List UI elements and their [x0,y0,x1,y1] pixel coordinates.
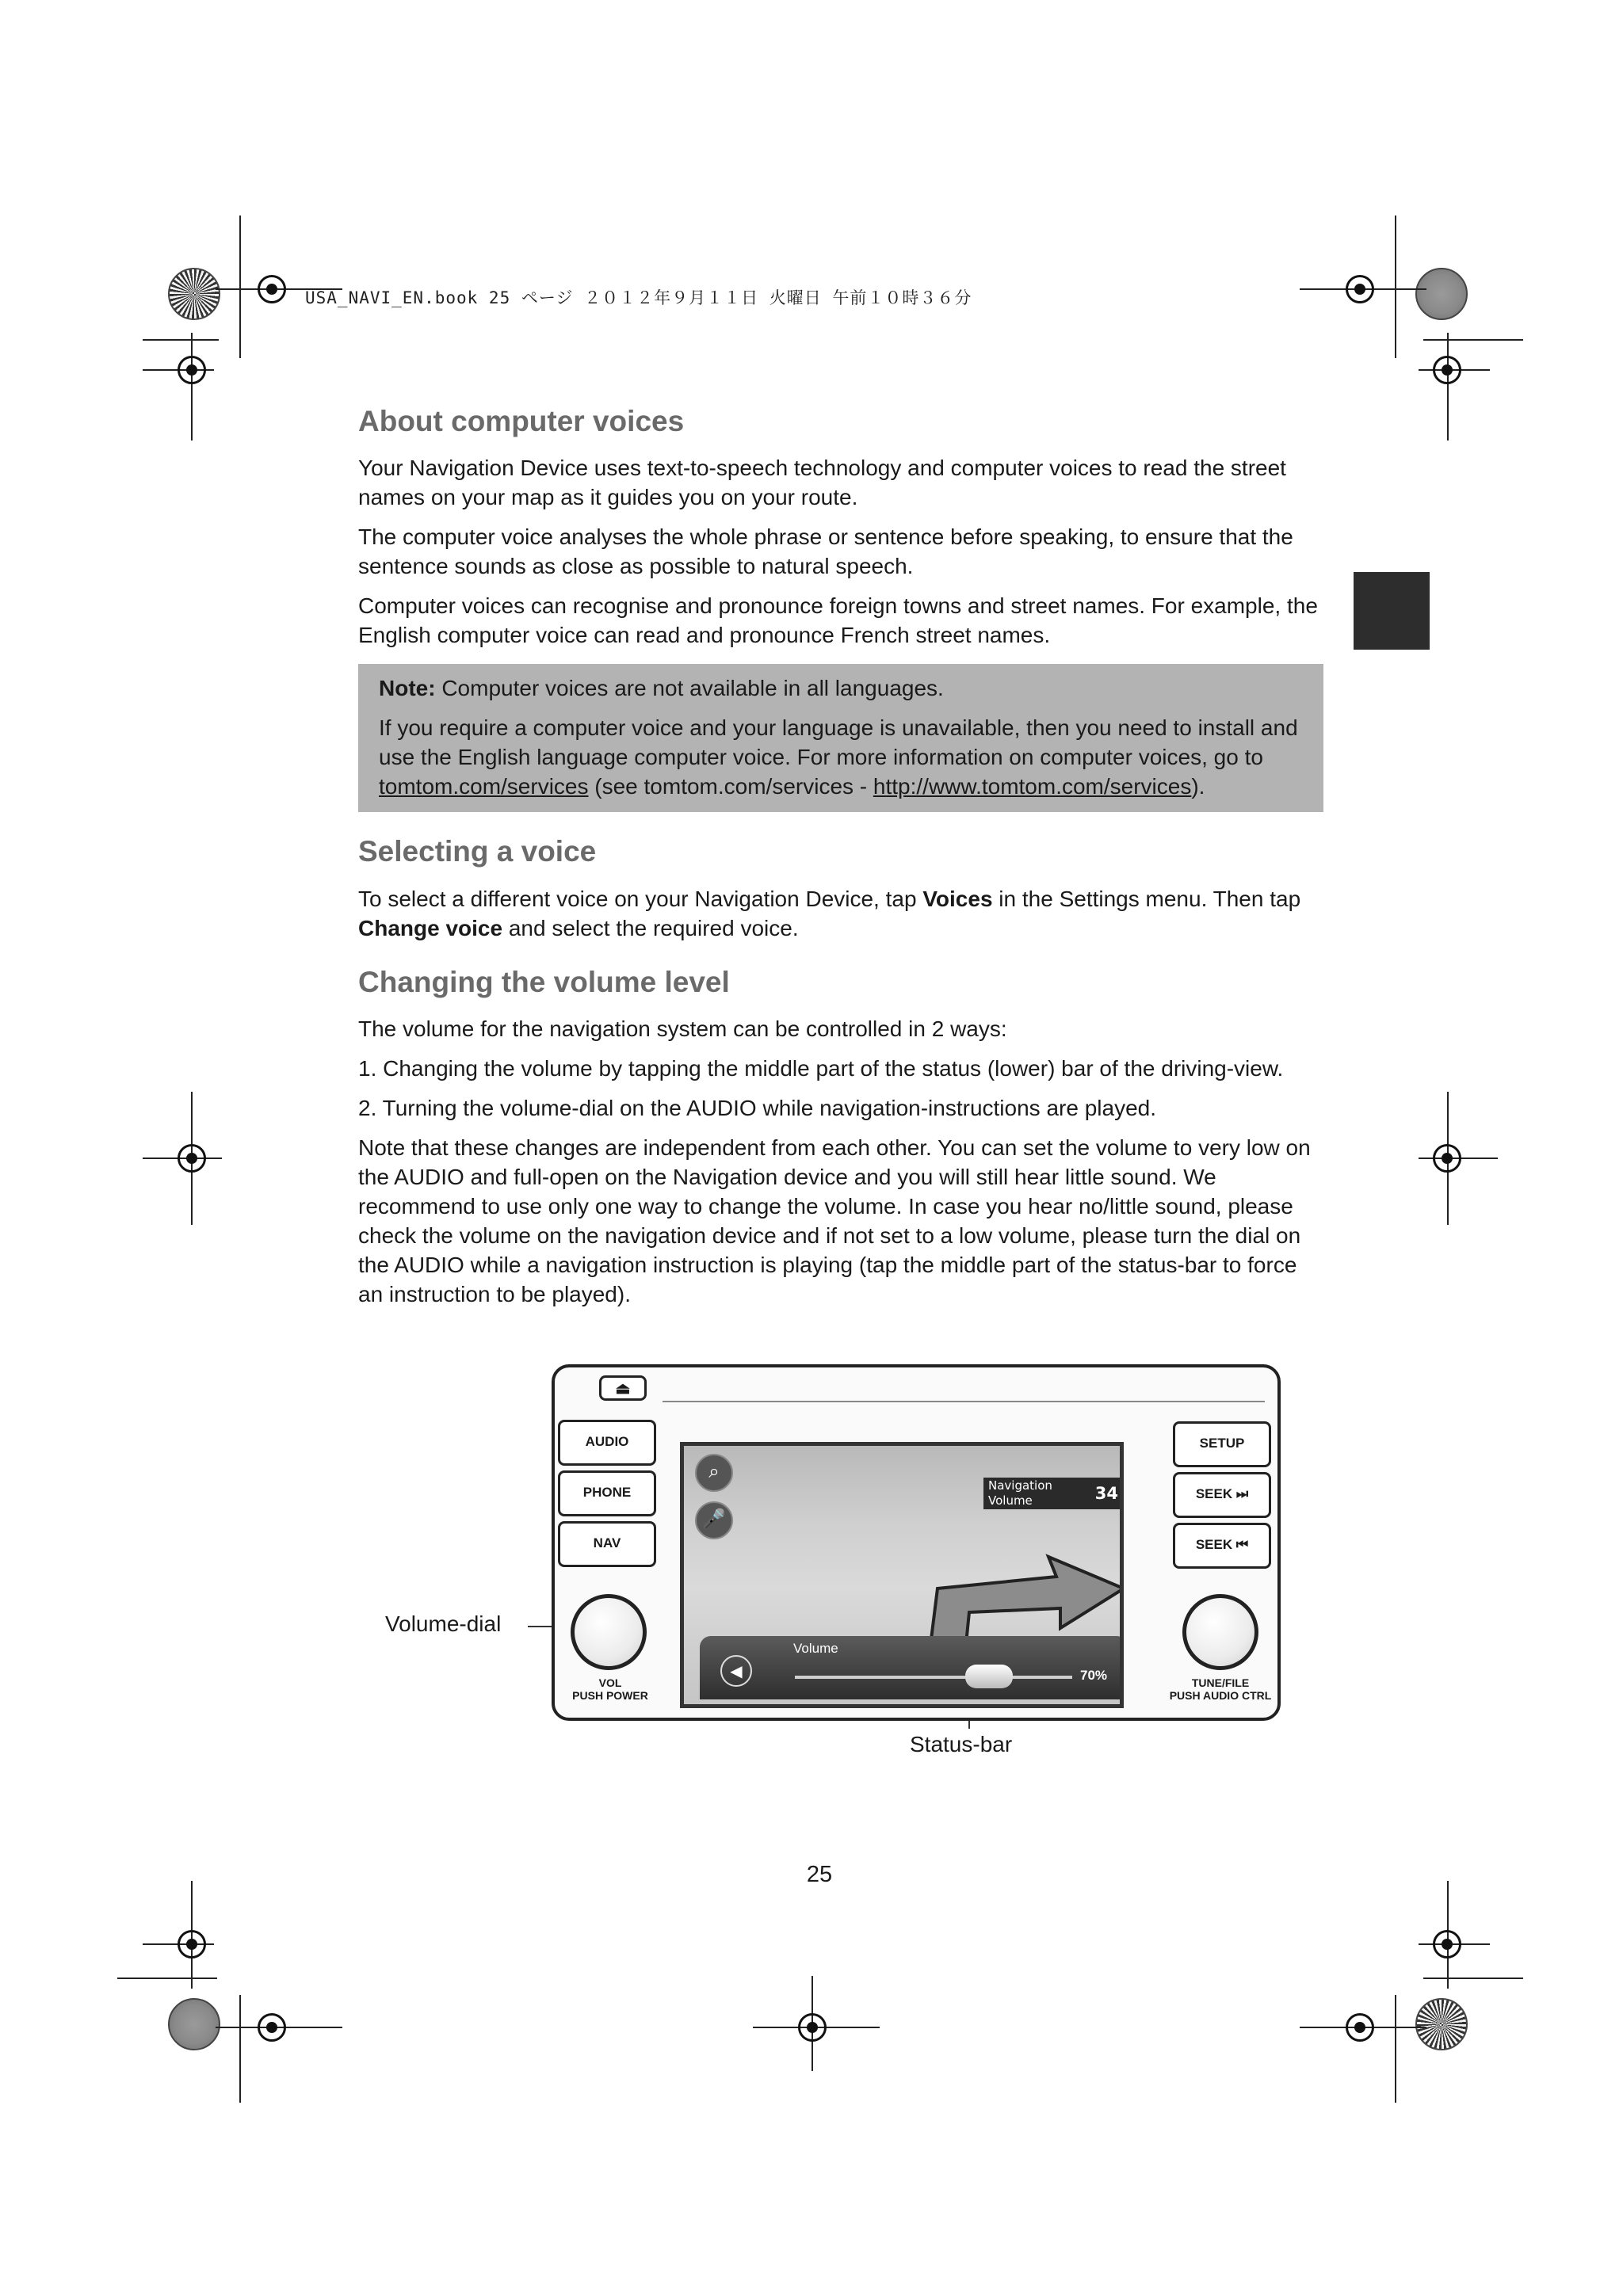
paragraph [358,884,1323,943]
paragraph: The computer voice analyses the whole phrase or sentence before speaking, to ensure that the sentence sounds as close as possible to natural speech. [358,524,1293,579]
registration-mark-icon [1433,1144,1461,1173]
knob-label-top: VOL [598,1676,622,1689]
registration-mark-icon [178,1930,206,1958]
registration-mark-icon [1433,356,1461,384]
note-paragraph [379,673,1303,703]
vol-label [555,1676,666,1702]
print-header-slug: USA_NAVI_EN.book 25 ページ ２０１２年９月１１日 火曜日 午前１０時３６分 [305,288,972,307]
head-unit-figure [385,1355,1312,1775]
knob-label-bottom: PUSH AUDIO CTRL [1169,1689,1272,1702]
paragraph: The volume for the navigation system can be controlled in 2 ways: [358,1016,1007,1042]
services-url-link[interactable]: http://www.tomtom.com/services [873,774,1192,799]
head-unit [552,1364,1281,1721]
eject-button[interactable] [599,1375,647,1401]
eject-icon: ⏏ [615,1380,631,1398]
color-target-icon [168,268,220,320]
note-label: Note: [379,676,436,701]
page-content [358,404,1323,1319]
note-text: (see tomtom.com/services - [588,774,873,799]
seek-back-button[interactable] [1173,1523,1271,1569]
button-label: SEEK ⏮ [1195,1537,1249,1552]
volume-dial[interactable] [571,1594,647,1670]
navigation-volume-readout [983,1478,1124,1509]
button-label: SETUP [1199,1436,1245,1451]
button-label: AUDIO [585,1434,629,1449]
note-text: If you require a computer voice and your language is unavailable, then you need to install and use the English language computer voice. For more information on computer voices, go to [379,715,1298,770]
paragraph: Note that these changes are independent from each other. You can set the volume to very low on the AUDIO and full-open on the Navigation device and you will still hear little sound. We recommend to use only one way to change the volume. In case you hear no/little sound, please check the volume on the navigation device and if not set to a low volume, please turn the dial on the AUDIO while a navigation instruction is playing (tap the middle part of the status-bar to force an instruction to be played). [358,1135,1311,1307]
chapter-tab [1354,572,1430,650]
color-target-icon [1415,268,1468,320]
bold-term: Voices [922,886,993,911]
volume-dial-callout: Volume-dial [385,1611,502,1636]
button-label: SEEK ⏭ [1195,1486,1249,1501]
navigation-screen [680,1442,1124,1708]
navigation-volume-label: Navigation Volume [988,1478,1052,1508]
registration-mark-icon [1433,1930,1461,1958]
registration-mark-icon [1346,275,1374,303]
text: in the Settings menu. Then tap [992,886,1301,911]
registration-mark-icon [178,1144,206,1173]
status-bar-callout: Status-bar [910,1732,1013,1756]
seek-forward-button[interactable] [1173,1472,1271,1518]
page-number: 25 [806,1862,833,1887]
heading-selecting-a-voice: Selecting a voice [358,835,597,868]
list-item: 2. Turning the volume-dial on the AUDIO while navigation-instructions are played. [358,1096,1156,1121]
services-link[interactable]: tomtom.com/services [379,774,589,799]
text: and select the required voice. [502,915,799,940]
note-text: ). [1191,774,1205,799]
tune-label [1165,1676,1276,1702]
paragraph: Your Navigation Device uses text-to-speech technology and computer voices to read the street names on your map as it guides you on your route. [358,456,1286,510]
list-item: 1. Changing the volume by tapping the middle part of the status (lower) bar of the driving-view. [358,1056,1284,1081]
bold-term: Change voice [358,915,503,940]
speaker-icon[interactable]: ◀ [720,1655,752,1687]
microphone-icon[interactable]: 🎤 [695,1501,733,1539]
search-icon[interactable]: ⌕ [695,1454,733,1492]
volume-percent: 70% [1080,1668,1108,1683]
phone-button[interactable] [558,1470,656,1516]
volume-label: Volume [793,1641,838,1656]
button-label: NAV [593,1535,621,1550]
text: To select a different voice on your Navigation Device, tap [358,886,923,911]
nav-button[interactable] [558,1521,656,1567]
button-label: PHONE [582,1485,632,1500]
navigation-volume-value: 34 [1094,1484,1118,1503]
knob-label-top: TUNE/FILE [1191,1676,1250,1689]
paragraph: Computer voices can recognise and pronounce foreign towns and street names. For example, the English computer voice can read and pronounce French street names. [358,593,1318,648]
registration-mark-icon [1346,2013,1374,2042]
volume-method-list [358,1054,1323,1123]
color-target-icon [168,1998,220,2050]
heading-changing-volume: Changing the volume level [358,965,730,998]
color-target-icon [1415,1998,1468,2050]
note-text: Computer voices are not available in all languages. [435,676,944,701]
tune-file-dial[interactable] [1182,1594,1258,1670]
audio-button[interactable] [558,1420,656,1466]
knob-label-bottom: PUSH POWER [572,1689,648,1702]
registration-mark-icon [258,275,286,303]
heading-about-computer-voices: About computer voices [358,405,685,437]
status-bar[interactable] [700,1636,1124,1699]
note-paragraph [379,713,1303,801]
registration-mark-icon [798,2013,827,2042]
setup-button[interactable] [1173,1421,1271,1467]
note-box [358,664,1323,812]
registration-mark-icon [258,2013,286,2042]
registration-mark-icon [178,356,206,384]
volume-slider-track[interactable] [795,1676,1072,1679]
volume-slider-thumb[interactable] [965,1665,1013,1688]
